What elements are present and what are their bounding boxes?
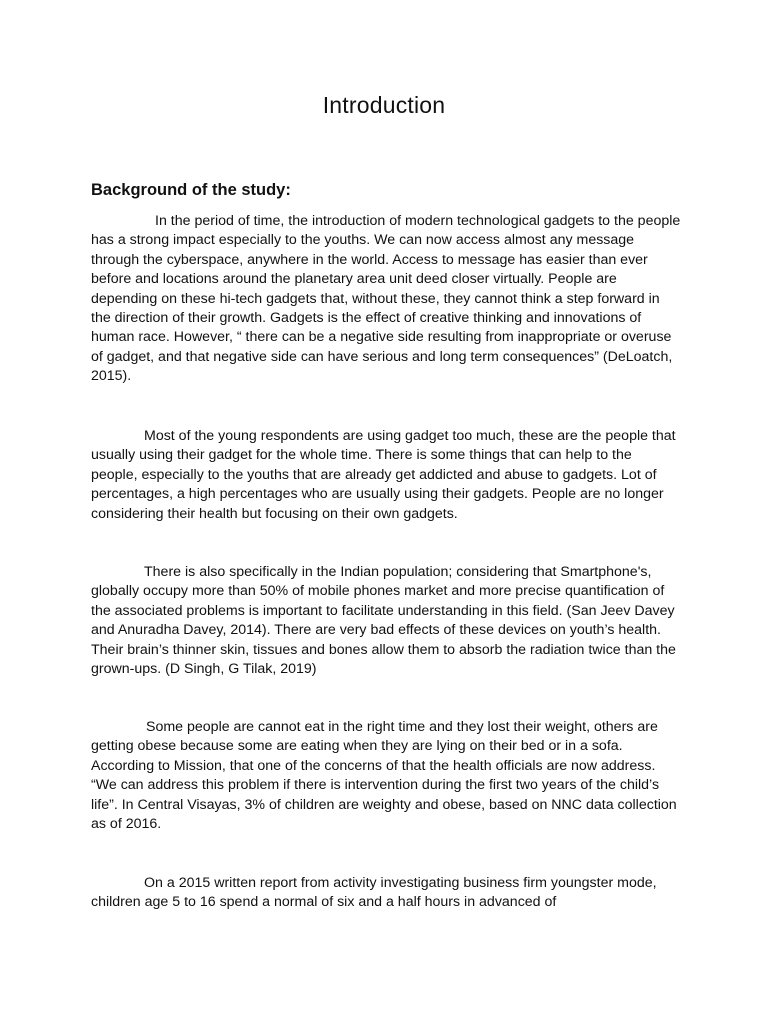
body-paragraph	[91, 427, 681, 524]
paragraph-text: There is also specifically in the Indian population; considering that Smartphone's, globally occupy more than 50% of mobile phones market and more precise quantification of the associated problems is important to facilitate understanding in this field. (San Jeev Davey and Anuradha Davey, 2014). There are very bad effects of these devices on youth’s health. Their brain’s thinner skin, tissues and bones allow them to absorb the radiation twice than the grown-ups. (D Singh, G Tilak, 2019)	[91, 564, 676, 678]
paragraph-text: In the period of time, the introduction of modern technological gadgets to the people has a strong impact especially to the youths. We can now access almost any message through the cyberspace, anywhere in the world. Access to message has easier than ever before and locations around the planetary area unit deed closer virtually. People are depending on these hi-tech gadgets that, without these, they cannot think a step forward in the direction of their growth. Gadgets is the effect of creative thinking and innovations of human race. However, “ there can be a negative side resulting from inappropriate or overuse of gadget, and that negative side can have serious and long term consequences” (DeLoatch, 2015).	[91, 213, 681, 385]
document-title: Introduction	[322, 92, 446, 118]
body-paragraph	[91, 563, 681, 679]
section-heading: Background of the study:	[91, 181, 291, 199]
paragraph-text: Most of the young respondents are using gadget too much, these are the people that usually using their gadget for the whole time. There is some things that can help to the people, especially to the youths that are already get addicted and abuse to gadgets. Lot of percentages, a high percentages who are usually using their gadgets. People are no longer considering their health but focusing on their own gadgets.	[91, 428, 676, 522]
paragraph-text: On a 2015 written report from activity investigating business firm youngster mode, children age 5 to 16 spend a normal of six and a half hours in advanced of	[91, 875, 657, 911]
paragraph-text: Some people are cannot eat in the right time and they lost their weight, others are getting obese because some are eating when they are lying on their bed or in a sofa. According to Mission, that one of the concerns of that the health officials are now address. “We can address this problem if there is intervention during the first two years of the child’s life”. In Central Visayas, 3% of children are weighty and obese, based on NNC data collection as of 2016.	[91, 719, 677, 833]
body-paragraph	[91, 212, 681, 387]
body-paragraph	[91, 718, 681, 834]
body-paragraph	[91, 874, 681, 913]
